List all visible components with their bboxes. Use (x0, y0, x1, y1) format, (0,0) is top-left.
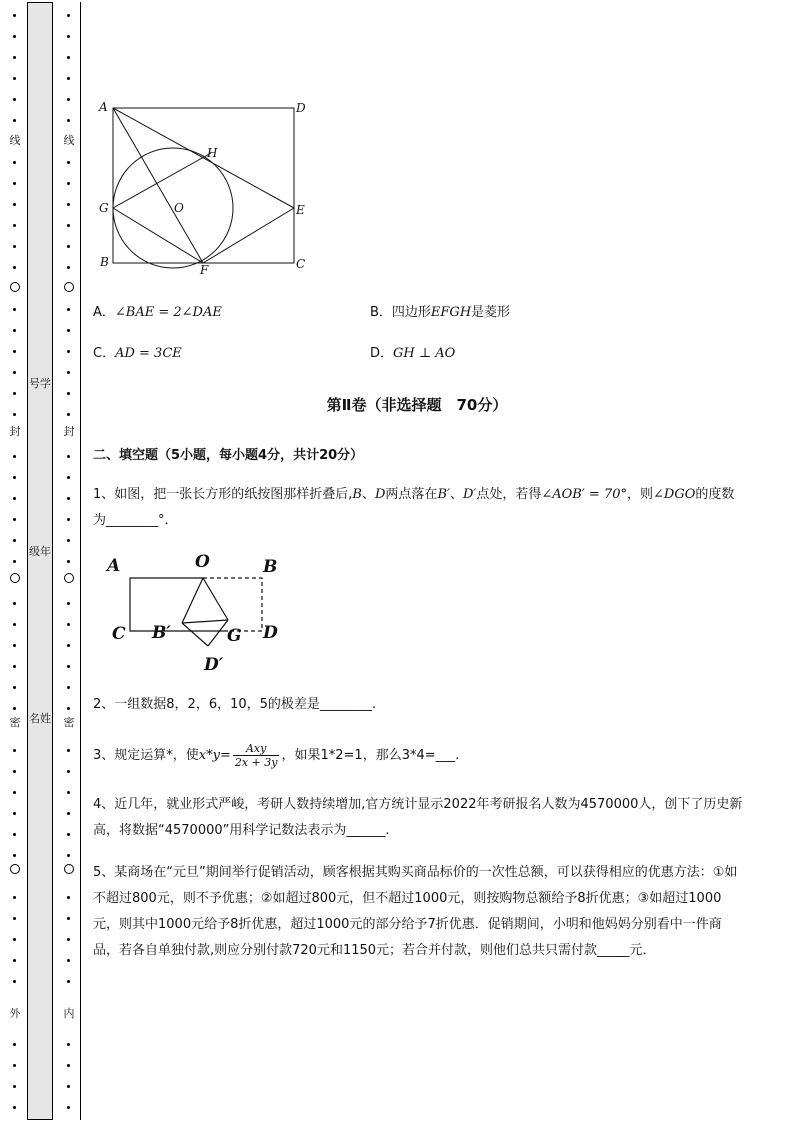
subsection-heading: 二、填空题（5小题，每小题4分，共计20分） (93, 448, 364, 463)
margin-dot (13, 350, 16, 353)
margin-dot (67, 182, 70, 185)
margin-dot (67, 161, 70, 164)
option-a-math: ∠BAE = 2∠DAE (114, 305, 222, 320)
q1-text-2: 、 (361, 487, 375, 502)
margin-dot (67, 959, 70, 962)
label-student-id: 号学 (29, 377, 51, 390)
margin-dot (13, 560, 16, 563)
point-label-a: A (107, 556, 121, 576)
margin-dot (13, 329, 16, 332)
margin-dot (67, 539, 70, 542)
margin-dot (13, 980, 16, 983)
margin-dot (13, 518, 16, 521)
q3-fraction (233, 742, 280, 769)
q1-text-3: 两点落在 (385, 487, 438, 502)
rectangle-abcd (113, 108, 294, 263)
margin-dot (67, 329, 70, 332)
binding-stripe (27, 2, 53, 1120)
margin-dot (67, 518, 70, 521)
margin-dot (13, 623, 16, 626)
q3-denominator: 2x + 3y (234, 756, 278, 769)
margin-dot (13, 497, 16, 500)
segment-ob-prime (182, 578, 203, 623)
margin-dot (67, 833, 70, 836)
margin-dot (67, 1085, 70, 1088)
margin-char-feng: 封 (63, 425, 75, 438)
margin-dot (13, 1064, 16, 1067)
margin-dot (13, 161, 16, 164)
option-a (93, 304, 222, 322)
margin-dot (13, 1085, 16, 1088)
q1-text-7: 的度数为________°． (93, 487, 735, 528)
margin-dot (13, 266, 16, 269)
margin-char-mi: 密 (63, 716, 75, 729)
q1-text-5: 点处，若得 (476, 487, 542, 502)
margin-dot (13, 686, 16, 689)
q1-math-6: ∠DGO (653, 487, 696, 502)
segment-fe (203, 208, 294, 263)
point-label-b: B (263, 557, 278, 577)
margin-dot (13, 665, 16, 668)
margin-dot (67, 1043, 70, 1046)
segment-gf (113, 208, 203, 263)
margin-dot (67, 665, 70, 668)
margin-char-mi: 密 (9, 716, 21, 729)
option-c-math: AD = 3CE (115, 346, 182, 361)
margin-dot (13, 707, 16, 710)
section-title: 第Ⅱ卷（非选择题 70分） (326, 396, 508, 414)
segment-b-prime-d-prime (182, 623, 208, 646)
margin-circle (64, 573, 74, 583)
option-c-prefix: C． (93, 346, 116, 361)
margin-dot (67, 56, 70, 59)
geometry-figure-square-circle (95, 96, 315, 278)
q3-text-1: 3、规定运算*，使 (93, 748, 199, 763)
margin-dot (67, 896, 70, 899)
margin-dot (67, 98, 70, 101)
margin-dot (67, 497, 70, 500)
segment-af (113, 108, 203, 263)
margin-dot (67, 1106, 70, 1109)
margin-dot (67, 476, 70, 479)
margin-dot (67, 371, 70, 374)
margin-dot (67, 686, 70, 689)
margin-dot (13, 833, 16, 836)
margin-dot (13, 98, 16, 101)
q1-text-6: ，则 (627, 487, 654, 502)
option-d-prefix: D． (370, 346, 394, 361)
margin-dot (13, 602, 16, 605)
point-label-g: G (227, 626, 242, 646)
geometry-figure-folded-paper (100, 548, 290, 678)
margin-dot (13, 812, 16, 815)
point-label-a: A (99, 100, 108, 114)
q1-math-3: B′ (437, 487, 450, 502)
label-name: 名姓 (29, 712, 51, 725)
margin-dot (13, 539, 16, 542)
point-label-h: H (207, 146, 218, 160)
margin-dot (13, 959, 16, 962)
option-c (93, 345, 182, 363)
margin-char-nei: 内 (63, 1007, 75, 1020)
margin-dot (67, 266, 70, 269)
margin-dot (67, 308, 70, 311)
margin-dot (67, 119, 70, 122)
circle-o (113, 148, 233, 268)
margin-dot (13, 791, 16, 794)
margin-dot (13, 308, 16, 311)
point-label-g: G (99, 201, 109, 215)
margin-border-line (80, 2, 81, 1120)
point-label-o: O (174, 201, 184, 215)
inner-dotted-column (62, 0, 76, 1123)
margin-char-xian: 线 (63, 134, 75, 147)
margin-dot (67, 623, 70, 626)
question-4: 4、近几年，就业形式严峻，考研人数持续增加,官方统计显示2022年考研报名人数为4570000人，创下了历史新高，将数据“4570000”用科学记数法表示为______. (93, 797, 743, 838)
margin-dot (67, 938, 70, 941)
question-3 (93, 742, 743, 769)
q3-numerator: Axy (233, 742, 280, 756)
outer-dotted-column (8, 0, 22, 1123)
margin-dot (67, 917, 70, 920)
margin-char-xian: 线 (9, 134, 21, 147)
segment-d-prime-g (208, 620, 228, 646)
point-label-c: C (112, 624, 126, 644)
margin-dot (13, 896, 16, 899)
margin-dot (67, 980, 70, 983)
point-label-b-prime: B′ (152, 623, 171, 643)
option-d-math: GH ⊥ AO (393, 346, 456, 361)
margin-dot (67, 1064, 70, 1067)
point-label-f: F (200, 263, 209, 277)
margin-dot (13, 245, 16, 248)
question-5: 5、某商场在“元旦”期间举行促销活动，顾客根据其购买商品标价的一次性总额，可以获得相应的优惠方法：①如不超过800元，则不予优惠；②如超过800元，但不超过1000元，则按购物总额给予8折优惠；③如超过1000元，则其中1000元给予8折优惠，超过1000元的部分给予7折优惠．促销期间，小明和他妈妈分别看中一件商品，若各自单独付款,则应分别付款720元和1150元；若合并付款，则他们总共只需付款_____元． (93, 865, 738, 958)
margin-dot (67, 854, 70, 857)
option-b-suffix: 是菱形 (471, 305, 511, 320)
label-grade: 级年 (29, 545, 51, 558)
fold-line-og (203, 578, 228, 620)
option-b (370, 304, 510, 322)
option-d (370, 345, 455, 363)
q1-math-1: B (352, 487, 362, 502)
margin-dot (67, 812, 70, 815)
margin-dot (67, 14, 70, 17)
margin-dot (67, 644, 70, 647)
margin-circle (64, 864, 74, 874)
margin-dot (67, 245, 70, 248)
point-label-e: E (296, 203, 305, 217)
margin-dot (67, 350, 70, 353)
margin-dot (67, 203, 70, 206)
margin-dot (67, 35, 70, 38)
point-label-c: C (296, 257, 306, 271)
point-label-o: O (195, 552, 210, 572)
margin-dot (13, 203, 16, 206)
margin-dot (13, 56, 16, 59)
margin-dot (67, 455, 70, 458)
margin-dot (13, 644, 16, 647)
margin-dot (67, 602, 70, 605)
margin-dot (13, 854, 16, 857)
margin-dot (13, 917, 16, 920)
q3-text-2: ，如果1*2=1，那么3*4=___. (281, 748, 460, 763)
margin-circle (10, 282, 20, 292)
segment-gh (113, 153, 211, 208)
option-a-prefix: A． (93, 305, 115, 320)
margin-dot (13, 938, 16, 941)
margin-dot (13, 476, 16, 479)
margin-dot (13, 770, 16, 773)
point-label-b: B (100, 255, 109, 269)
option-b-math: EFGH (430, 305, 472, 320)
question-2: 2、一组数据8，2，6，10，5的极差是________. (93, 697, 377, 712)
margin-dot (13, 77, 16, 80)
margin-dot (67, 224, 70, 227)
margin-dot (67, 77, 70, 80)
margin-circle (64, 282, 74, 292)
margin-dot (13, 455, 16, 458)
rectangle-dashed-part (203, 578, 262, 631)
margin-dot (67, 770, 70, 773)
margin-dot (13, 14, 16, 17)
margin-circle (10, 573, 20, 583)
point-label-d: D (263, 623, 278, 643)
margin-dot (13, 749, 16, 752)
q1-math-4: D′ (462, 487, 477, 502)
margin-dot (13, 119, 16, 122)
margin-dot (13, 371, 16, 374)
margin-dot (67, 560, 70, 563)
margin-circle (10, 864, 20, 874)
question-1 (93, 482, 743, 534)
q1-text-4: 、 (449, 487, 463, 502)
margin-dot (13, 224, 16, 227)
q1-math-2: D (374, 487, 386, 502)
option-b-prefix: B．四边形 (370, 305, 431, 320)
margin-char-feng: 封 (9, 425, 21, 438)
q1-text-1: 1、如图，把一张长方形的纸按图那样折叠后, (93, 487, 353, 502)
margin-dot (13, 1106, 16, 1109)
point-label-d: D (296, 101, 306, 115)
binding-margin (0, 0, 84, 1123)
margin-dot (67, 707, 70, 710)
point-label-d-prime: D′ (204, 655, 224, 675)
margin-dot (13, 182, 16, 185)
margin-dot (13, 1043, 16, 1046)
margin-dot (67, 791, 70, 794)
segment-b-prime-g (182, 620, 228, 623)
margin-char-wai: 外 (9, 1007, 21, 1020)
q1-math-5: ∠AOB′ = 70° (541, 487, 628, 502)
margin-dot (67, 749, 70, 752)
margin-dot (13, 35, 16, 38)
q3-lhs: x*y= (198, 748, 231, 763)
